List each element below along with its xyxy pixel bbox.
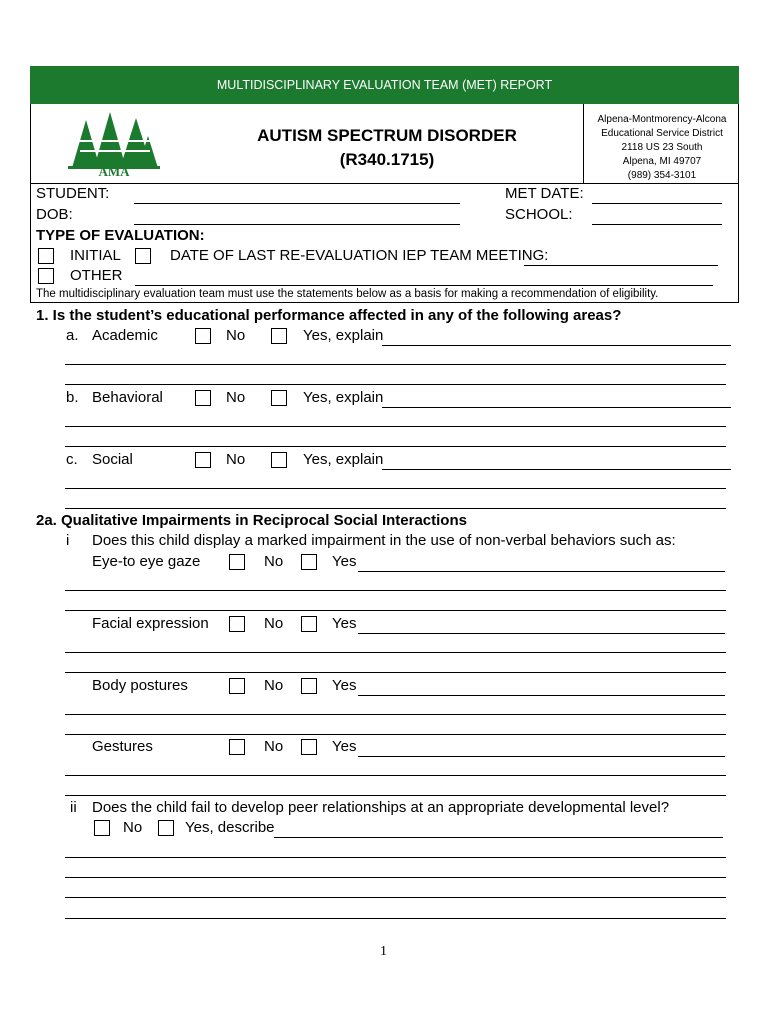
q1b-line[interactable] (65, 426, 726, 427)
q2a-item-label: Facial expression (92, 615, 209, 632)
q1b-no-checkbox[interactable] (195, 390, 211, 406)
ama-logo-icon (66, 110, 162, 178)
q2a-no-label: No (264, 553, 284, 570)
q2a-yes-label: Yes (332, 677, 357, 694)
q1c-yes-checkbox[interactable] (271, 452, 287, 468)
q2a-ii-number: ii (70, 799, 77, 816)
q1a-label: Academic (92, 327, 158, 344)
q1c-no-label: No (226, 451, 246, 468)
q1c-line[interactable] (65, 508, 726, 509)
q2a-yes-label: Yes (332, 553, 357, 570)
q2a-no-label: No (264, 677, 284, 694)
q2a-body-no-checkbox[interactable] (229, 678, 245, 694)
q1a-no-label: No (226, 327, 246, 344)
reevaluation-date-field[interactable] (524, 265, 718, 266)
q1c-line[interactable] (65, 488, 726, 489)
q2a-ii-describe-field[interactable] (274, 837, 723, 838)
student-field[interactable] (134, 203, 460, 204)
q2a-face-line[interactable] (65, 652, 726, 653)
header-divider (583, 104, 584, 183)
q2a-item-label: Gestures (92, 738, 153, 755)
q2a-heading: 2a. Qualitative Impairments in Reciprocal Social Interactions (36, 512, 467, 529)
other-label: OTHER (70, 267, 123, 284)
type-of-evaluation-label: TYPE OF EVALUATION: (36, 227, 205, 244)
q1c-explain-field[interactable] (382, 469, 731, 470)
q2a-yes-label: Yes (332, 738, 357, 755)
q1b-letter: b. (66, 389, 79, 406)
q1c-no-checkbox[interactable] (195, 452, 211, 468)
q1b-explain-field[interactable] (382, 407, 731, 408)
logo-text: AMA (98, 164, 130, 178)
q1c-label: Social (92, 451, 133, 468)
dob-label: DOB: (36, 206, 73, 223)
q1a-letter: a. (66, 327, 79, 344)
q2a-i-number: i (66, 532, 70, 549)
eligibility-statement: The multidisciplinary evaluation team must use the statements below as a basis for making a recommendation of eligibility. (36, 288, 659, 300)
reevaluation-checkbox[interactable] (135, 248, 151, 264)
q2a-body-line[interactable] (65, 734, 726, 735)
q1-heading: 1. Is the student’s educational performance affected in any of the following areas? (36, 307, 622, 324)
q2a-eye-line[interactable] (65, 590, 726, 591)
q2a-ii-question: Does the child fail to develop peer relationships at an appropriate developmental level? (92, 799, 670, 816)
q2a-face-yes-checkbox[interactable] (301, 616, 317, 632)
q2a-gesture-line[interactable] (65, 775, 726, 776)
q1a-line[interactable] (65, 384, 726, 385)
q2a-gesture-explain-field[interactable] (358, 756, 725, 757)
district-address: Alpena-Montmorency-Alcona Educational Service District 2118 US 23 South Alpena, MI 49707 (989) 354-3101 (597, 114, 727, 181)
q2a-item-label: Body postures (92, 677, 188, 694)
q1a-line[interactable] (65, 364, 726, 365)
met-date-field[interactable] (592, 203, 722, 204)
q2a-ii-no-label: No (123, 819, 143, 836)
q2a-ii-line[interactable] (65, 857, 726, 858)
q2a-gesture-no-checkbox[interactable] (229, 739, 245, 755)
q1a-yes-label: Yes, explain (303, 327, 384, 344)
q2a-gesture-yes-checkbox[interactable] (301, 739, 317, 755)
q2a-ii-line[interactable] (65, 877, 726, 878)
q2a-no-label: No (264, 738, 284, 755)
q1b-label: Behavioral (92, 389, 163, 406)
school-label: SCHOOL: (505, 206, 573, 223)
q2a-eye-no-checkbox[interactable] (229, 554, 245, 570)
student-label: STUDENT: (36, 185, 110, 202)
q2a-body-yes-checkbox[interactable] (301, 678, 317, 694)
q2a-ii-line[interactable] (65, 897, 726, 898)
q1b-line[interactable] (65, 446, 726, 447)
q2a-item-label: Eye-to eye gaze (92, 553, 201, 570)
q2a-yes-label: Yes (332, 615, 357, 632)
report-banner: MULTIDISCIPLINARY EVALUATION TEAM (MET) REPORT (30, 66, 739, 104)
page-number: 1 (380, 944, 387, 959)
initial-label: INITIAL (70, 247, 121, 264)
q1a-yes-checkbox[interactable] (271, 328, 287, 344)
q2a-eye-yes-checkbox[interactable] (301, 554, 317, 570)
q2a-ii-line[interactable] (65, 918, 726, 919)
other-checkbox[interactable] (38, 268, 54, 284)
q2a-ii-yes-checkbox[interactable] (158, 820, 174, 836)
q2a-eye-explain-field[interactable] (358, 571, 725, 572)
met-date-label: MET DATE: (505, 185, 584, 202)
q1b-yes-checkbox[interactable] (271, 390, 287, 406)
dob-field[interactable] (134, 224, 460, 225)
q2a-ii-yes-label: Yes, describe (185, 819, 275, 836)
other-field[interactable] (135, 285, 713, 286)
q2a-face-no-checkbox[interactable] (229, 616, 245, 632)
q2a-no-label: No (264, 615, 284, 632)
school-field[interactable] (592, 224, 722, 225)
q1c-yes-label: Yes, explain (303, 451, 384, 468)
q2a-face-line[interactable] (65, 672, 726, 673)
q1c-letter: c. (66, 451, 78, 468)
q1b-no-label: No (226, 389, 246, 406)
q2a-i-question: Does this child display a marked impairment in the use of non-verbal behaviors such as: (92, 532, 676, 549)
form-regulation: (R340.1715) (339, 150, 435, 169)
q1b-yes-label: Yes, explain (303, 389, 384, 406)
q1a-no-checkbox[interactable] (195, 328, 211, 344)
header-bottom-rule (30, 183, 739, 184)
form-title: AUTISM SPECTRUM DISORDER (257, 126, 517, 145)
q2a-ii-no-checkbox[interactable] (94, 820, 110, 836)
q2a-body-explain-field[interactable] (358, 695, 725, 696)
initial-checkbox[interactable] (38, 248, 54, 264)
q2a-eye-line[interactable] (65, 610, 726, 611)
reevaluation-label: DATE OF LAST RE-EVALUATION IEP TEAM MEETING: (170, 247, 549, 264)
q1a-explain-field[interactable] (382, 345, 731, 346)
q2a-gesture-line[interactable] (65, 795, 726, 796)
q2a-body-line[interactable] (65, 714, 726, 715)
q2a-face-explain-field[interactable] (358, 633, 725, 634)
